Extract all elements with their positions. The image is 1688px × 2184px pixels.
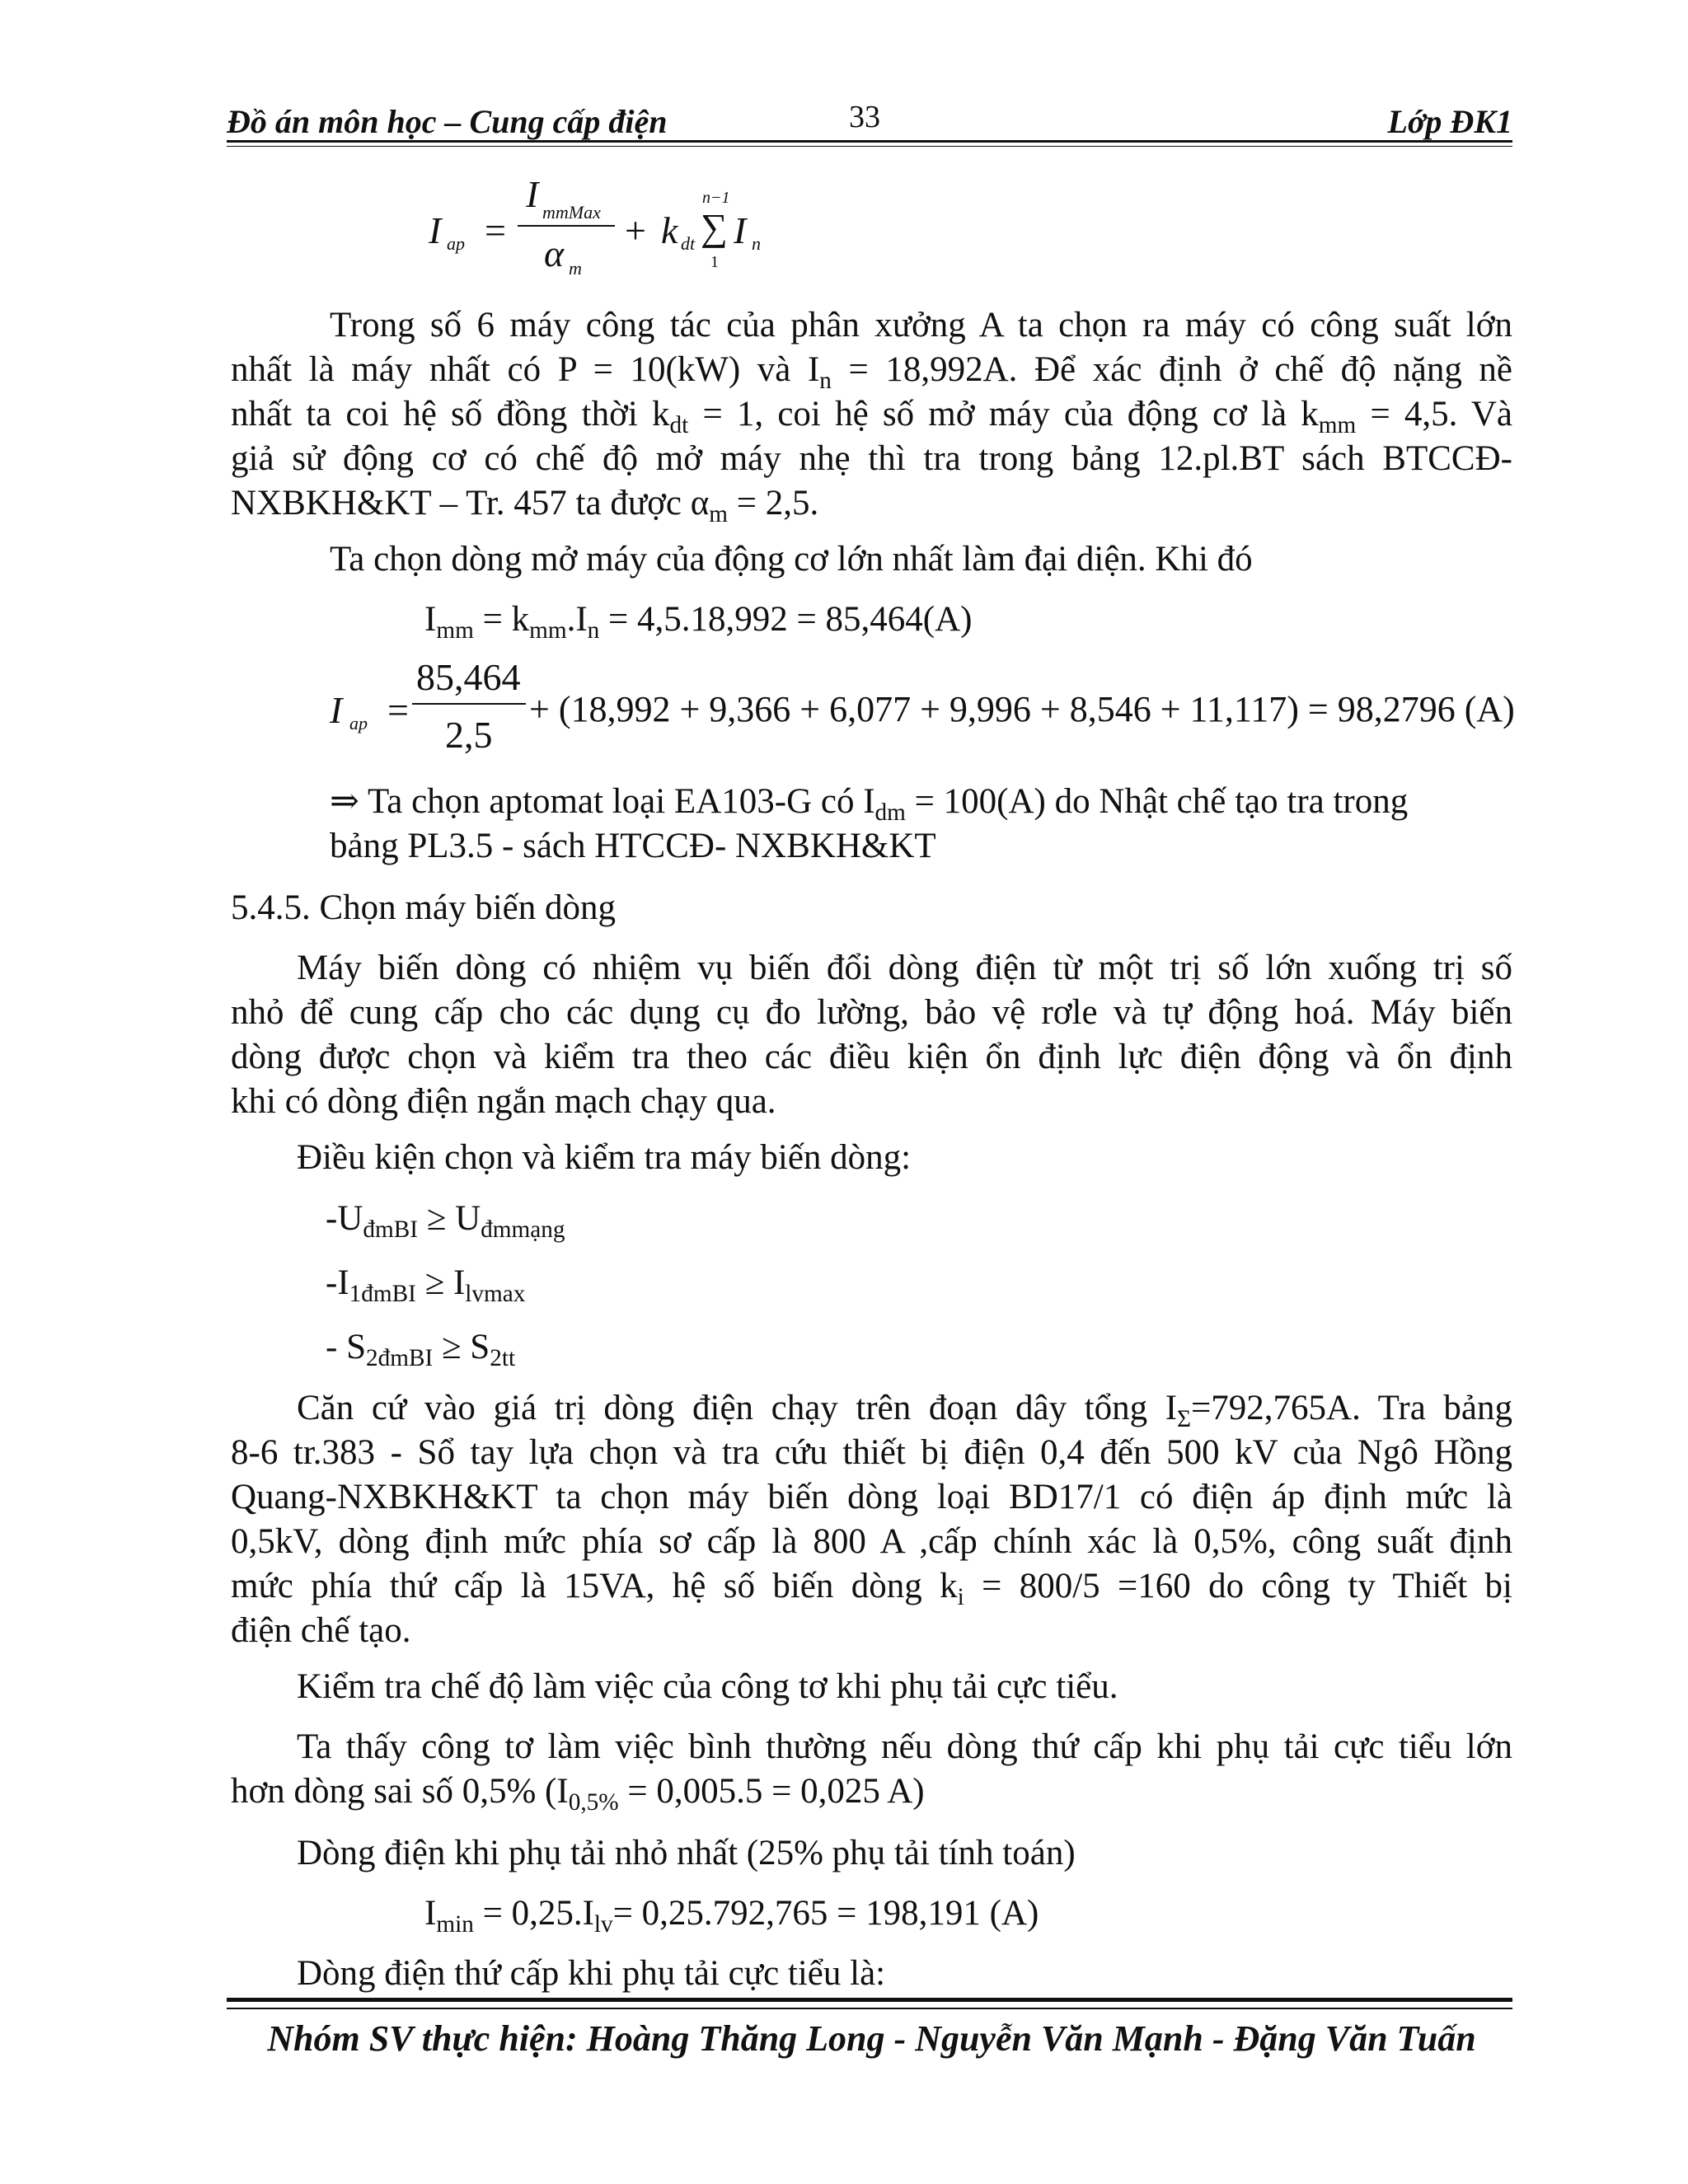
text-line: Quang-NXBKH&KT ta chọn máy biến dòng loại BD17/1 có điện áp định mức là: [231, 1478, 1512, 1516]
text-line: dòng được chọn và kiểm tra theo các điều kiện ổn định lực điện động và ổn định: [231, 1038, 1512, 1076]
fraction-bar: [518, 225, 615, 227]
fraction-bar: [412, 703, 526, 705]
text-line: Trong số 6 máy công tác của phân xưởng A ta chọn ra máy có công suất lớn: [330, 306, 1512, 344]
text-line: 0,5kV, dòng định mức phía sơ cấp là 800 A ,cấp chính xác là 0,5%, công suất định: [231, 1522, 1512, 1561]
sum-top: n−1: [702, 189, 730, 207]
formula-den-sub: m: [569, 258, 582, 279]
paragraph-ct-selection: [231, 1386, 1512, 1653]
text-line: hơn dòng sai số 0,5% ($I_{0,5\%} = 0,005.5 = 0,025$ A): [231, 1772, 925, 1816]
header-title: Đồ án môn học – Cung cấp điện: [227, 103, 668, 140]
paragraph-secondary-current: Dòng điện thứ cấp khi phụ tải cực tiểu là:: [297, 1954, 886, 1993]
sum-bottom: 1: [710, 253, 719, 271]
formula-den: α: [544, 232, 565, 274]
header-class: Lớp ĐK1: [1387, 103, 1512, 140]
condition-voltage: $-U_{đmBI} \ge U_{đmmạng}$: [326, 1199, 565, 1243]
text-line: mức phía thứ cấp là 15VA, hệ số biến dòng $k_i = 800/5 =160$ do công ty Thiết bị: [231, 1567, 1512, 1610]
text-line: Ta thấy công tơ làm việc bình thường nếu dòng thứ cấp khi phụ tải cực tiểu lớn: [297, 1727, 1512, 1766]
formula2-eq: =: [387, 689, 409, 731]
paragraph-min-load-current: Dòng điện khi phụ tải nhỏ nhất (25% phụ tải tính toán): [297, 1834, 1076, 1872]
text-line: 8-6 tr.383 - Sổ tay lựa chọn và tra cứu thiết bị điện 0,4 đến 500 kV của Ngô Hồng: [231, 1433, 1512, 1472]
formula-iap-numeric: [330, 655, 1517, 762]
formula2-den: 2,5: [445, 714, 493, 756]
text-line: nhất ta coi hệ số đồng thời $k_{dt} = 1$, coi hệ số mở máy của động cơ là $k_{mm} = 4,5$. Và: [231, 395, 1512, 438]
text-line: NXBKH&KT – Tr. 457 ta được $\alpha_m = 2,5$.: [231, 484, 819, 527]
paragraph-meter-condition: [231, 1725, 1512, 1814]
aptomat-choice-ref: bảng PL3.5 - sách HTCCĐ- NXBKH&KT: [330, 827, 936, 865]
footer-rule-thin: [227, 2008, 1512, 2009]
text-line: điện chế tạo.: [231, 1611, 411, 1650]
formula-term-sub: n: [752, 233, 761, 254]
aptomat-choice: ⇒ Ta chọn aptomat loại EA103-G có $I_{dm} = 100(A)$ do Nhật chế tạo tra trong: [330, 782, 1409, 826]
text-line: khi có dòng điện ngắn mạch chạy qua.: [231, 1082, 776, 1121]
formula2-lhs: I: [330, 689, 343, 731]
formula-num: I: [526, 173, 539, 215]
formula-imm: $I_{mm} = k_{mm}.I_n = 4,5.18,992 = 85,464(A)$: [424, 600, 973, 644]
condition-power: - $S_{2đmBI} \ge S_{2tt}$: [326, 1328, 516, 1371]
formula-term: I: [734, 209, 747, 251]
formula2-num: 85,464: [416, 656, 521, 698]
formula-k-sub: dt: [681, 233, 696, 254]
paragraph-select-machine: [231, 303, 1512, 526]
formula-plus: +: [625, 209, 646, 251]
formula2-rest: + (18,992 + 9,366 + 6,077 + 9,996 + 8,546 + 11,117) = 98,2796 (A): [529, 689, 1515, 729]
formula-iap-general: [429, 173, 841, 284]
formula-eq: =: [485, 209, 506, 251]
paragraph-conditions-title: Điều kiện chọn và kiểm tra máy biến dòng:: [297, 1138, 912, 1177]
paragraph-ct-description: [231, 946, 1512, 1124]
formula-k: k: [661, 209, 678, 251]
formula-imin: $I_{min} = 0,25.I_{lv}= 0,25.792,765 = 198,191$ (A): [424, 1894, 1039, 1938]
formula-lhs: I: [429, 209, 442, 251]
footer-authors: Nhóm SV thực hiện: Hoàng Thăng Long - Nguyễn Văn Mạnh - Đặng Văn Tuấn: [267, 2018, 1476, 2059]
text-line: Căn cứ vào giá trị dòng điện chạy trên đoạn dây tổng $I_\Sigma=792,765A$. Tra bảng: [297, 1389, 1512, 1432]
formula-lhs-sub: ap: [447, 233, 465, 254]
text-line: nhất là máy nhất có P = 10(kW) và $I_n = 18,992A$. Để xác định ở chế độ nặng nề: [231, 350, 1513, 394]
footer-rule: [227, 1998, 1512, 2002]
header-rule: [227, 140, 1512, 143]
formula-num-sub: mmMax: [542, 202, 601, 223]
paragraph-check-meter: Kiểm tra chế độ làm việc của công tơ khi phụ tải cực tiểu.: [297, 1667, 1118, 1706]
section-heading: 5.4.5. Chọn máy biến dòng: [231, 888, 616, 927]
condition-current: $-I_{1đmBI} \ge I_{lvmax}$: [326, 1263, 526, 1307]
paragraph-choose-start-current: Ta chọn dòng mở máy của động cơ lớn nhất làm đại diện. Khi đó: [330, 540, 1253, 579]
page-number: 33: [849, 100, 880, 134]
header-rule-thin: [227, 146, 1512, 147]
formula2-lhs-sub: ap: [349, 713, 368, 733]
text-line: nhỏ để cung cấp cho các dụng cụ đo lường, bảo vệ rơle và tự động hoá. Máy biến: [231, 993, 1512, 1032]
text-line: Máy biến dòng có nhiệm vụ biến đổi dòng điện từ một trị số lớn xuống trị số: [297, 949, 1512, 987]
text-line: giả sử động cơ có chế độ mở máy nhẹ thì tra trong bảng 12.pl.BT sách BTCCĐ-: [231, 439, 1512, 478]
sum-icon: ∑: [701, 206, 728, 248]
